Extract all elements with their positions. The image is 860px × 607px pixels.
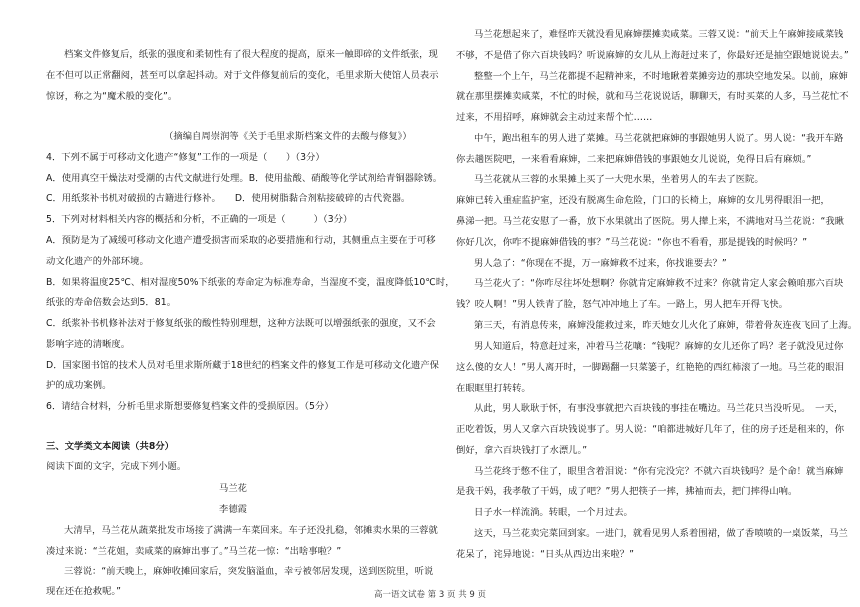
section-heading: 三、文学类文本阅读（共8分）	[46, 441, 175, 452]
text-line: 倒好，拿六百块钱打了水漂儿。”	[456, 445, 588, 456]
text-line: 惊讶，称之为“魔术般的变化”。	[46, 91, 178, 102]
text-line: 影响字迹的清晰度。	[46, 339, 131, 350]
text-line: 现在还在抢救呢。”	[46, 586, 121, 597]
text-line: 花呆了，诧异地说：“日头从西边出来啦？”	[456, 549, 634, 560]
text-line: 马兰花就从三蓉的水果摊上买了一大兜水果，坐着男人的车去了医院。	[474, 174, 764, 185]
text-line: 整整一个上午，马兰花都提不起精神来，不时地瞅着菜摊旁边的那块空地发呆。以前，麻婶	[474, 71, 848, 82]
text-line: 从此，男人耿耿于怀，有事没事就把六百块钱的事挂在嘴边。马兰花只当没听见。 一天，	[474, 403, 844, 414]
text-line: 4．下列不属于可移动文化遗产“修复”工作的一项是（ ）（3分）	[46, 152, 325, 163]
text-line: 这天，马兰花卖完菜回到家。一进门，就看见男人系着围裙，做了香喷喷的一桌饭菜，马兰	[474, 528, 848, 539]
text-line: 三蓉说：“前天晚上，麻婶收摊回家后，突发脑溢血，幸亏被邻居发现，送到医院里，听说	[64, 566, 434, 577]
text-line: 男人知道后，特意赶过来，冲着马兰花嚷：“钱呢？麻婶的女儿还你了吗？老子就没见过你	[474, 341, 844, 352]
text-line: 5．下列对材料相关内容的概括和分析，不正确的一项是（ ）（3分）	[46, 214, 353, 225]
text-line: 是我干妈，我孝敬了干妈，成了吧？”男人把筷子一摔，拂袖而去，把门摔得山响。	[456, 486, 798, 497]
text-line: C．纸浆补书机修补法对于修复纸张的酸性特别理想，这种方法既可以增强纸张的强度，又不会	[46, 318, 436, 329]
text-line: 阅读下面的文字，完成下列小题。	[46, 461, 187, 472]
text-line: C．用纸浆补书机对破损的古籍进行修补。 D．使用树脂黏合剂粘接破碎的古代瓷器。	[46, 193, 411, 204]
text-line: 马兰花想起来了，难怪昨天就没看见麻婶摆摊卖咸菜。三蓉又说：“前天上午麻婶接咸菜钱	[474, 29, 844, 40]
text-line: 档案文件修复后，纸张的强度和柔韧性有了很大程度的提高，原来一触即碎的文件纸张，现	[64, 49, 438, 60]
text-line: 这么傻的女人！”男人离开时，一脚踢翻一只菜篓子，红艳艳的西红柿滚了一地。马兰花的眼泪	[456, 362, 845, 373]
text-line: 鼻涕一把。马兰花安慰了一番，放下水果就出了医院。男人撵上来，不满地对马兰花说：“我瞅	[456, 216, 845, 227]
text-line: 钱？咬人啊！”男人铁青了脸，怒气冲冲地上了车。一路上，男人把车开得飞快。	[456, 299, 789, 310]
text-line: D．国家图书馆的技术人员对毛里求斯所藏于18世纪的档案文件的修复工作是可移动文化遗产保	[46, 360, 440, 371]
text-line: 马兰花终于憋不住了，眼里含着泪说：“你有完没完？不就六百块钱吗？是个命！就当麻婶	[474, 466, 844, 477]
text-line: 6．请结合材料，分析毛里求斯想要修复档案文件的受损原因。（5分）	[46, 401, 334, 412]
text-line: B．如果将温度25℃、相对湿度50%下纸张的寿命定为标准寿命，当湿度不变，温度降低10℃时，	[46, 277, 455, 288]
text-line: 过来，不用招呼，麻婶就会主动过来帮个忙……	[456, 112, 653, 123]
text-line: 大清早，马兰花从蔬菜批发市场接了满满一车菜回来。车子还没扎稳，邻摊卖水果的三蓉就	[64, 525, 438, 536]
text-line: 动文化遗产的外部环境。	[46, 256, 149, 267]
text-line: 第三天，有消息传来，麻婶没能救过来，昨天她女儿火化了麻婶，带着骨灰连夜飞回了上海。	[474, 320, 858, 331]
text-line: 你去趟医院吧，一来看看麻婶，二来把麻婶借钱的事跟她女儿说说，免得日后有麻烦。”	[456, 154, 812, 165]
text-line: 不够，不是借了你六百块钱吗？听说麻婶的女儿从上海赶过来了，你最好还是抽空跟她说说去。”	[456, 50, 849, 61]
text-line: 在眼眶里打转转。	[456, 383, 531, 394]
text-line: 中午，跑出租车的男人进了菜摊。马兰花就把麻婶的事跟她男人说了。男人说：“我开车路	[474, 133, 844, 144]
page-footer: 高一语文试卷 第 3 页 共 9 页	[373, 590, 487, 600]
text-line: 男人急了：“你现在不提，万一麻婶救不过来，你找谁要去？”	[474, 258, 727, 269]
text-line: 你好几次，你咋不提麻婶借钱的事？”马兰花说：“你也不看看，那是提钱的时候吗？”	[456, 237, 808, 248]
text-line: 纸张的寿命倍数会达到5．81。	[46, 297, 177, 308]
centered-line: 李德霞	[218, 504, 248, 515]
text-line: 日子水一样流淌。转眼，一个月过去。	[474, 507, 633, 518]
text-line: 麻婶已转入重症监护室，还没有脱离生命危险，门口的长椅上，麻婶的女儿男得眼泪一把，	[456, 195, 830, 206]
text-line: 凑过来说：“兰花姐，卖咸菜的麻婶出事了。”马兰花一惊：“出啥事啦？”	[46, 546, 342, 557]
text-line: 马兰花火了：“你咋尽往坏处想啊？你就肯定麻婶救不过来？你就肯定人家会赖咱那六百块	[474, 278, 844, 289]
text-line: （摘编自周崇润等《关于毛里求斯档案文件的去酸与修复》）	[164, 131, 412, 142]
text-line: 在不但可以正常翻阅，甚至可以拿起抖动。对于文件修复前后的变化，毛里求斯大使馆人员表示	[46, 70, 439, 81]
text-line: A．使用真空干燥法对受潮的古代文献进行处理。B．使用盐酸、硝酸等化学试剂给青铜器除锈。	[46, 173, 443, 184]
text-line: 护的成功案例。	[46, 380, 112, 391]
text-line: 就在那里摆摊卖咸菜，不忙的时候，就和马兰花说说话，聊聊天，有时买菜的人多，马兰花忙不	[456, 91, 849, 102]
centered-line: 马兰花	[218, 483, 248, 494]
text-line: 正吃着饭，男人又拿六百块钱说事了。男人说：“咱都进城好几年了，住的房子还是租来的，你	[456, 424, 845, 435]
text-line: A．预防是为了减缓可移动文化遗产遭受损害而采取的必要措施和行动，其侧重点主要在于可移	[46, 235, 436, 246]
